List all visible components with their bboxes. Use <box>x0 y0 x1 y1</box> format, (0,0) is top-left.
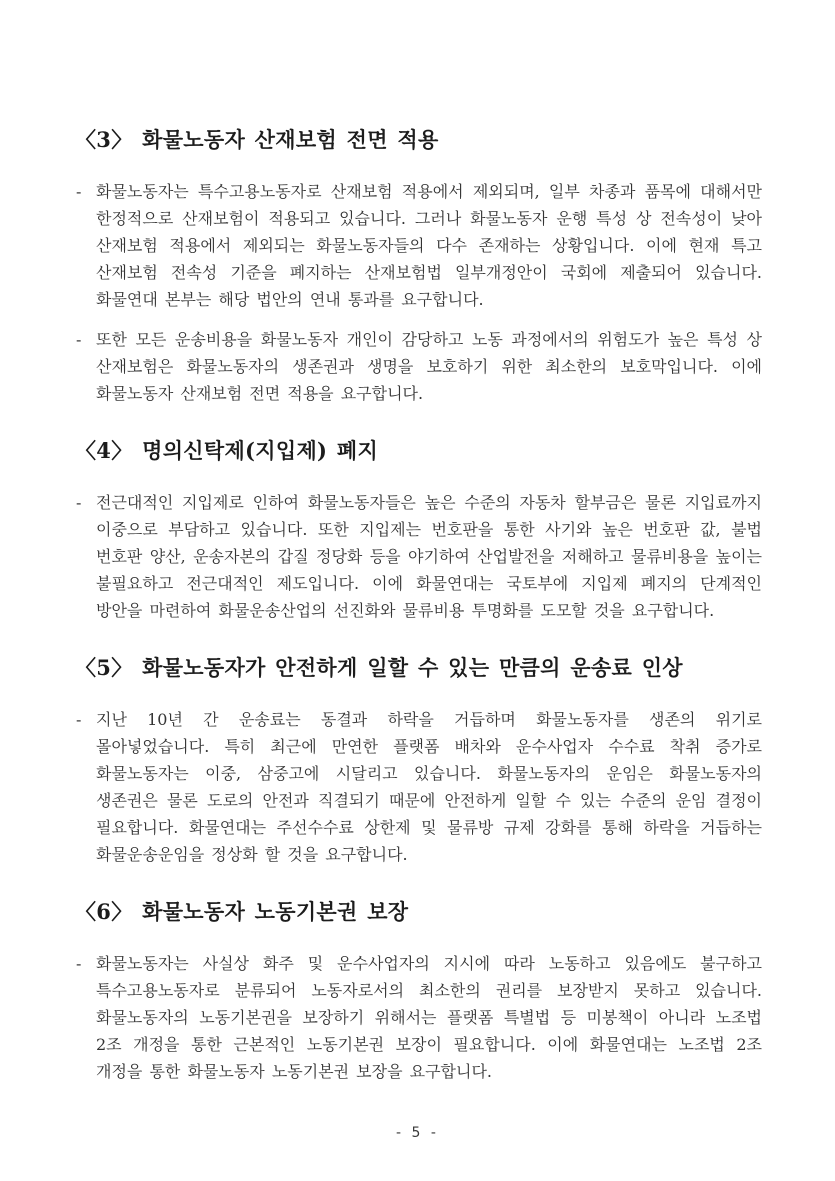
section-sanjae-insurance <box>75 126 762 407</box>
paragraph-text: 또한 모든 운송비용을 화물노동자 개인이 감당하고 노동 과정에서의 위험도가 높은 특성 상 산재보험은 화물노동자의 생존권과 생명을 보호하기 위한 최소한의 보호막입니다. 이에 화물노동자 산재보험 전면 적용을 요구합니다. <box>96 330 762 403</box>
bullet-dash: - <box>76 954 82 973</box>
bullet-dash: - <box>76 330 82 349</box>
section-labor-rights <box>75 898 762 1085</box>
section-heading: 〈6〉 화물노동자 노동기본권 보장 <box>75 899 409 924</box>
bullet-dash: - <box>76 493 82 512</box>
paragraph-text: 화물노동자는 특수고용노동자로 산재보험 적용에서 제외되며, 일부 차종과 품목에 대해서만 한정적으로 산재보험이 적용되고 있습니다. 그러나 화물노동자 운행 특성 상 전속성이 낮아 산재보험 적용에서 제외되는 화물노동자들의 다수 존재하는 상황입니다. 이에 현재 특고 산재보험 전속성 기준을 폐지하는 산재보험법 일부개정안이 국회에 제출되어 있습니다. 화물연대 본부는 해당 법안의 연내 통과를 요구합니다. <box>96 182 762 309</box>
bullet-paragraph <box>75 950 762 1085</box>
bullet-paragraph <box>75 326 762 407</box>
paragraph-text: 전근대적인 지입제로 인하여 화물노동자들은 높은 수준의 자동차 할부금은 물론 지입료까지 이중으로 부담하고 있습니다. 또한 지입제는 번호판을 통한 사기와 높은 번호판 값, 불법 번호판 양산, 운송자본의 갑질 정당화 등을 야기하여 산업발전을 저해하고 물류비용을 높이는 불필요하고 전근대적인 제도입니다. 이에 화물연대는 국토부에 지입제 폐지의 단계적인 방안을 마련하여 화물운송산업의 선진화와 물류비용 투명화를 도모할 것을 요구합니다. <box>96 493 762 620</box>
section-freight-rate-increase <box>75 654 762 868</box>
paragraph-text: 지난 10년 간 운송료는 동결과 하락을 거듭하며 화물노동자를 생존의 위기로 몰아넣었습니다. 특히 최근에 만연한 플랫폼 배차와 운수사업자 수수료 착취 증가로 화물노동자는 이중, 삼중고에 시달리고 있습니다. 화물노동자의 운임은 화물노동자의 생존권은 물론 도로의 안전과 직결되기 때문에 안전하게 일할 수 있는 수준의 운임 결정이 필요합니다. 화물연대는 주선수수료 상한제 및 물류방 규제 강화를 통해 하락을 거듭하는 화물운송운임을 정상화 할 것을 요구합니다. <box>96 710 762 864</box>
bullet-dash: - <box>76 710 82 729</box>
bullet-paragraph <box>75 178 762 313</box>
page-number: - 5 - <box>396 1125 439 1141</box>
section-jiipje-abolition <box>75 437 762 624</box>
paragraph-text: 화물노동자는 사실상 화주 및 운수사업자의 지시에 따라 노동하고 있음에도 불구하고 특수고용노동자로 분류되어 노동자로서의 최소한의 권리를 보장받지 못하고 있습니다. 화물노동자의 노동기본권을 보장하기 위해서는 플랫폼 특별법 등 미봉책이 아니라 노조법 2조 개정을 통한 근본적인 노동기본권 보장이 필요합니다. 이에 화물연대는 노조법 2조 개정을 통한 화물노동자 노동기본권 보장을 요구합니다. <box>96 954 762 1081</box>
bullet-paragraph <box>75 706 762 868</box>
section-heading: 〈3〉 화물노동자 산재보험 전면 적용 <box>75 127 439 152</box>
section-heading: 〈5〉 화물노동자가 안전하게 일할 수 있는 만큼의 운송료 인상 <box>75 655 683 680</box>
bullet-paragraph <box>75 489 762 624</box>
section-heading: 〈4〉 명의신탁제(지입제) 폐지 <box>75 438 379 463</box>
bullet-dash: - <box>76 182 82 201</box>
